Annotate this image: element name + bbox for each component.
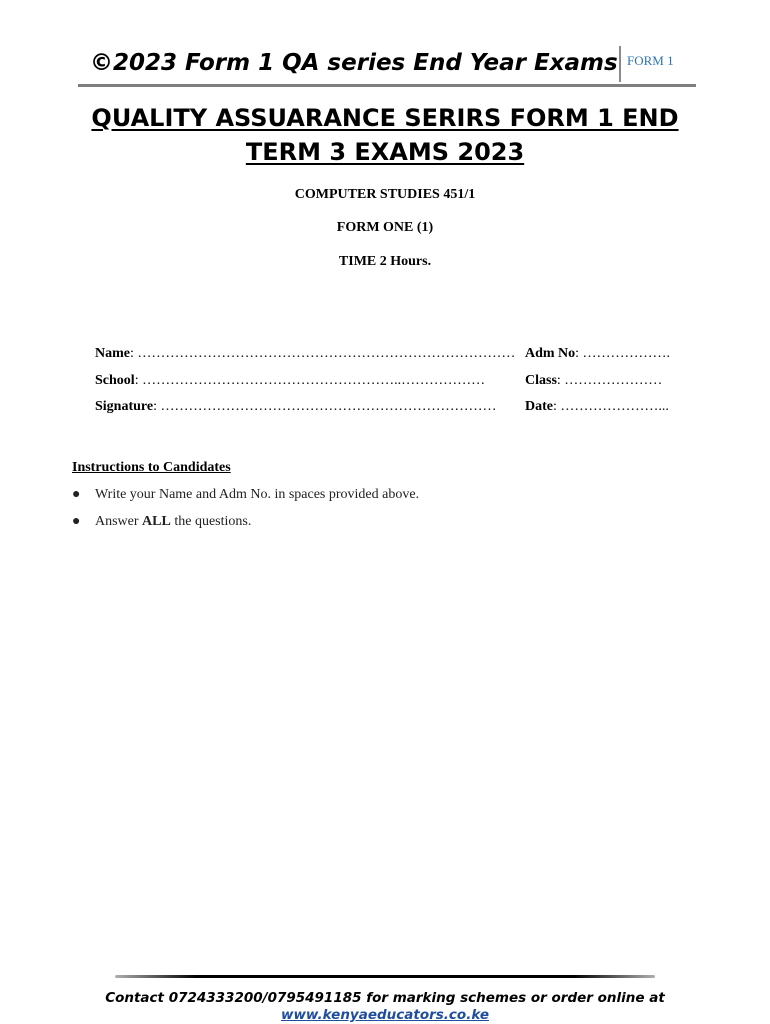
adm-no-field[interactable]: : ………………. bbox=[575, 346, 671, 361]
name-field-row bbox=[95, 346, 695, 362]
instruction-text-bold: ALL bbox=[142, 514, 171, 529]
signature-label: Signature bbox=[95, 399, 154, 414]
class-label: Class bbox=[525, 373, 557, 388]
page-header bbox=[78, 44, 696, 87]
school-label: School bbox=[95, 373, 135, 388]
school-field-row bbox=[95, 373, 695, 389]
instruction-text: Write your Name and Adm No. in spaces provided above. bbox=[95, 487, 420, 502]
instruction-text-post: the questions. bbox=[170, 514, 252, 529]
date-field[interactable]: : …………………... bbox=[553, 399, 669, 414]
header-form-tag: FORM 1 bbox=[627, 53, 674, 68]
footer-contact: Contact 0724333200/0795491185 for marking schemes or order online at bbox=[105, 990, 665, 1006]
school-field[interactable]: : ………………………………………………..……………… bbox=[134, 373, 486, 388]
class-field[interactable]: : ………………… bbox=[556, 373, 663, 388]
bullet-icon: ● bbox=[72, 487, 81, 502]
header-divider bbox=[619, 46, 621, 82]
header-title: ©2023 Form 1 QA series End Year Exams bbox=[90, 50, 618, 76]
instruction-item bbox=[72, 487, 419, 503]
signature-field-row bbox=[95, 399, 695, 415]
exam-title bbox=[40, 101, 730, 169]
form-line: FORM ONE (1) bbox=[336, 220, 434, 235]
date-label: Date bbox=[525, 399, 553, 414]
instruction-item bbox=[72, 514, 251, 530]
bullet-icon: ● bbox=[72, 514, 81, 529]
subject-line: COMPUTER STUDIES 451/1 bbox=[294, 187, 476, 202]
exam-title-line2: TERM 3 EXAMS 2023 bbox=[245, 138, 525, 166]
adm-no-label: Adm No bbox=[525, 346, 576, 361]
name-label: Name bbox=[95, 346, 130, 361]
instruction-text-pre: Answer bbox=[95, 514, 143, 529]
exam-title-line1: QUALITY ASSUARANCE SERIRS FORM 1 END bbox=[91, 104, 679, 132]
footer-divider bbox=[115, 975, 655, 978]
instructions-heading: Instructions to Candidates bbox=[72, 460, 231, 475]
footer-website-link[interactable]: www.kenyaeducators.co.ke bbox=[280, 1007, 489, 1023]
name-field[interactable]: : ……………………………………………………………………… bbox=[130, 346, 516, 361]
signature-field[interactable]: : ……………………………………………………………… bbox=[153, 399, 497, 414]
time-line: TIME 2 Hours. bbox=[338, 254, 432, 269]
